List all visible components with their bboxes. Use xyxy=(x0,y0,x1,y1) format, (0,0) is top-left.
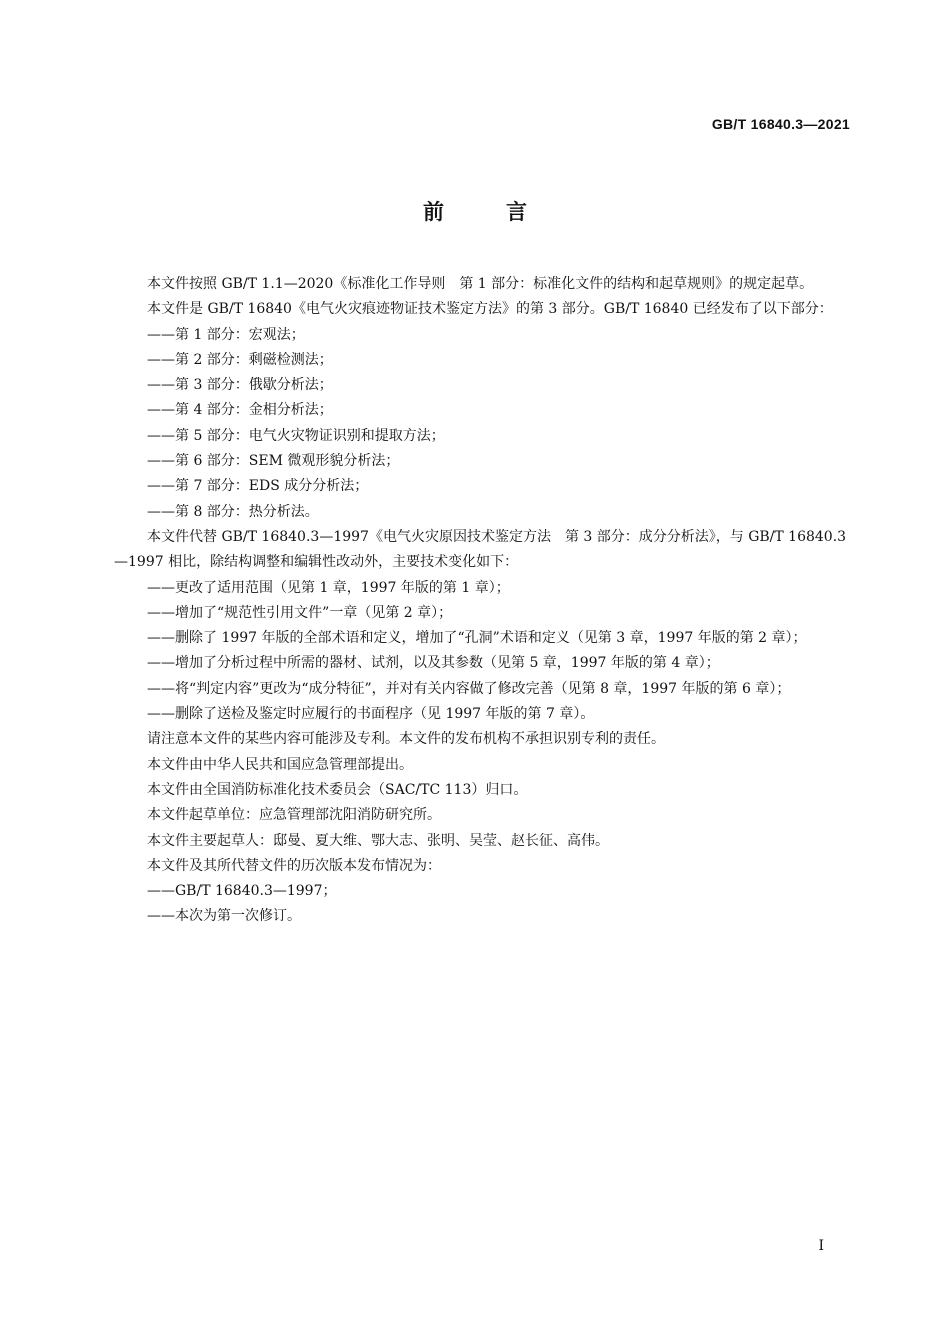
paragraph-drafting-unit: 本文件起草单位：应急管理部沈阳消防研究所。 xyxy=(147,807,441,824)
list-item-change-2: ——增加了“规范性引用文件”一章（见第 2 章）； xyxy=(147,604,453,621)
list-item-part-6: ——第 6 部分：SEM 微观形貌分析法； xyxy=(147,453,400,470)
page-number: I xyxy=(818,1238,824,1254)
paragraph-committee: 本文件由全国消防标准化技术委员会（SAC/TC 113）归口。 xyxy=(147,781,528,798)
list-item-history-2: ——本次为第一次修订。 xyxy=(147,908,301,925)
list-item-change-5: ——将“判定内容”更改为“成分特征”，并对有关内容做了修改完善（见第 8 章，1997 年版的第 6 章）； xyxy=(147,680,791,697)
list-item-part-3: ——第 3 部分：俄歇分析法； xyxy=(147,377,333,394)
paragraph-replacement: 本文件代替 GB/T 16840.3—1997《电气火灾原因技术鉴定方法 第 3 部分：成分分析法》，与 GB/T 16840.3—1997 相比，除结构调整和编辑性改动外，主要技术变化如下： xyxy=(114,528,847,571)
list-item-part-1: ——第 1 部分：宏观法； xyxy=(147,326,305,343)
paragraph-series-intro: 本文件是 GB/T 16840《电气火灾痕迹物证技术鉴定方法》的第 3 部分。GB/T 16840 已经发布了以下部分： xyxy=(147,301,833,318)
page-title: 前言 xyxy=(423,200,589,224)
paragraph-history-intro: 本文件及其所代替文件的历次版本发布情况为： xyxy=(147,857,441,874)
list-item-part-5: ——第 5 部分：电气火灾物证识别和提取方法； xyxy=(147,427,445,444)
list-item-change-3: ——删除了 1997 年版的全部术语和定义，增加了“孔洞”术语和定义（见第 3 章，1997 年版的第 2 章）； xyxy=(147,630,807,647)
foreword-body xyxy=(114,272,850,930)
list-item-change-1: ——更改了适用范围（见第 1 章，1997 年版的第 1 章）； xyxy=(147,579,510,596)
list-item-change-4: ——增加了分析过程中所需的器材、试剂，以及其参数（见第 5 章，1997 年版的第 4 章）； xyxy=(147,655,720,672)
paragraph-patent-notice: 请注意本文件的某些内容可能涉及专利。本文件的发布机构不承担识别专利的责任。 xyxy=(147,731,665,748)
list-item-history-1: ——GB/T 16840.3—1997； xyxy=(147,883,337,900)
list-item-part-7: ——第 7 部分：EDS 成分分析法； xyxy=(147,478,369,495)
list-item-part-4: ——第 4 部分：金相分析法； xyxy=(147,402,333,419)
paragraph-drafting-rules: 本文件按照 GB/T 1.1—2020《标准化工作导则 第 1 部分：标准化文件的结构和起草规则》的规定起草。 xyxy=(147,276,814,292)
standard-code-header: GB/T 16840.3—2021 xyxy=(711,116,850,132)
list-item-part-8: ——第 8 部分：热分析法。 xyxy=(147,503,319,520)
paragraph-proposer: 本文件由中华人民共和国应急管理部提出。 xyxy=(147,756,413,773)
list-item-part-2: ——第 2 部分：剩磁检测法； xyxy=(147,351,333,368)
paragraph-drafters: 本文件主要起草人：邸曼、夏大维、鄂大志、张明、吴莹、赵长征、高伟。 xyxy=(147,832,609,849)
list-item-change-6: ——删除了送检及鉴定时应履行的书面程序（见 1997 年版的第 7 章）。 xyxy=(147,706,595,723)
